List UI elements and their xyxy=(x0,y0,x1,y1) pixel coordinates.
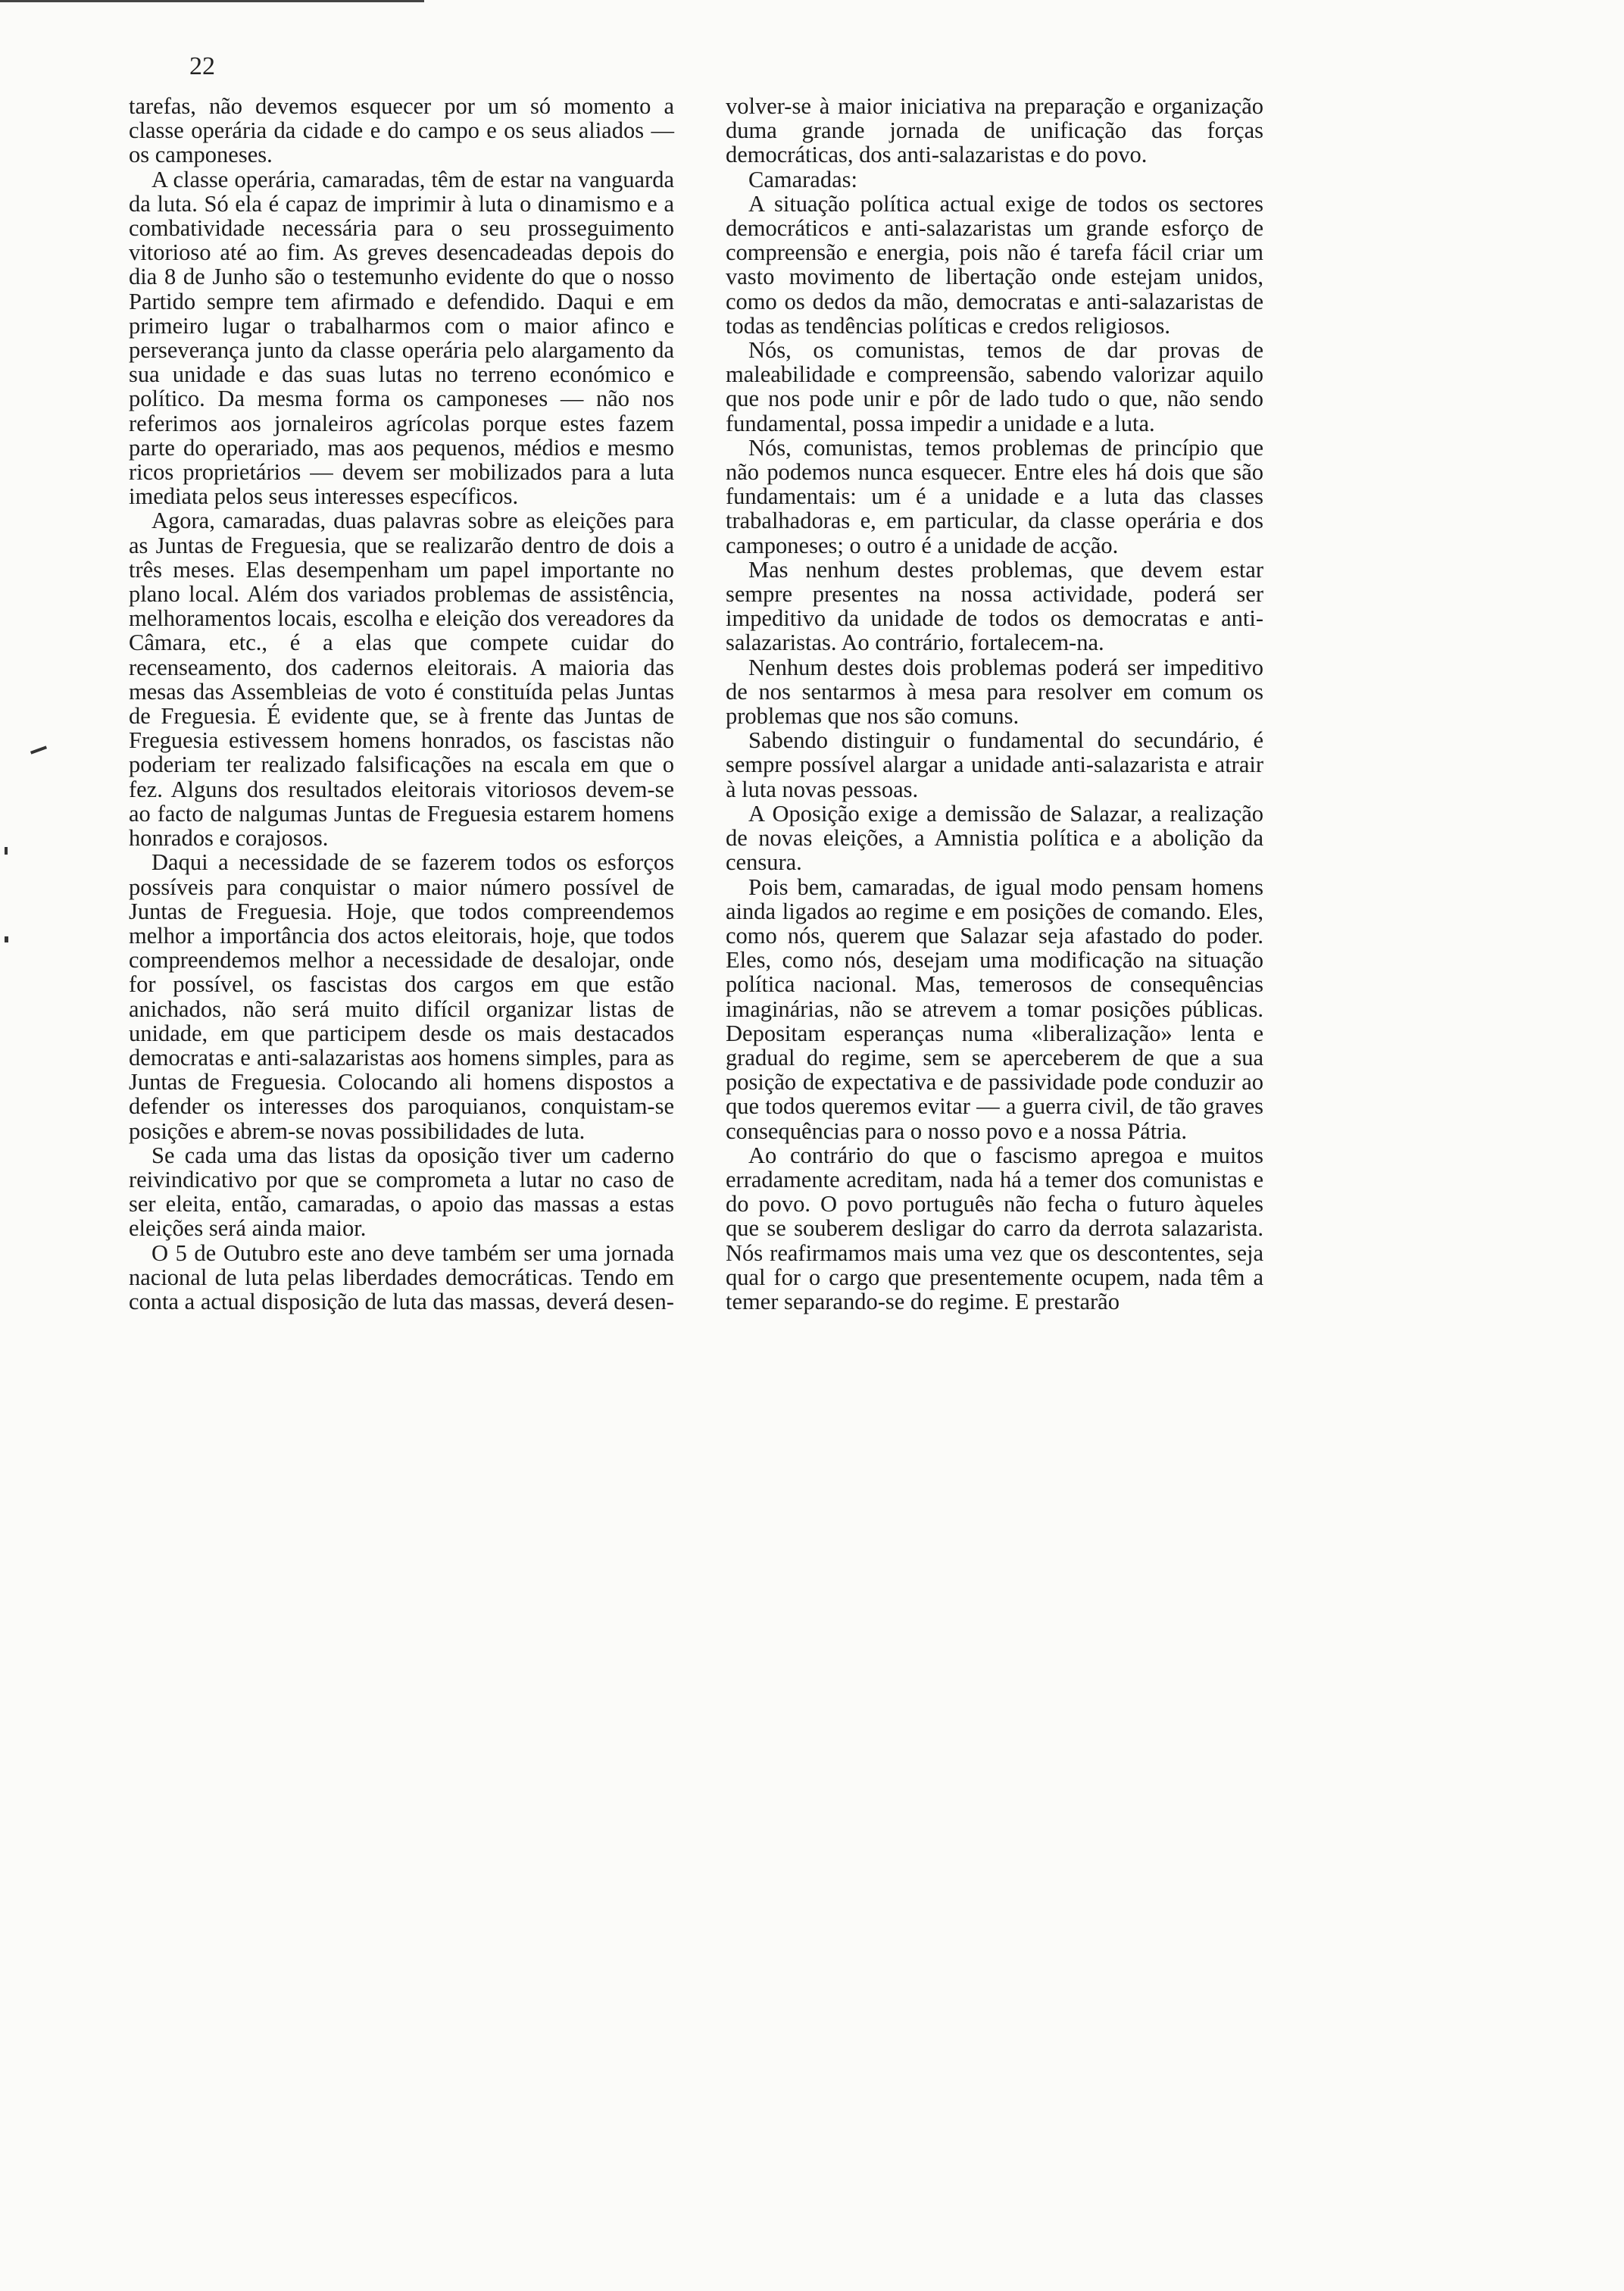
paragraph: Nós, os comunistas, temos de dar provas de maleabilidade e compreensão, sabendo valorizar aquilo que nos pode unir e pôr de lado tudo o que, não sendo fundamental, possa impedir a unidade e a luta. xyxy=(726,337,1263,436)
paragraph: Se cada uma das listas da oposição tiver um caderno reivindicativo por que se comprometa a lutar no caso de ser eleita, então, camaradas, o apoio das massas a estas eleições será ainda maior. xyxy=(129,1142,674,1242)
paragraph: A Oposição exige a demissão de Salazar, a realização de novas eleições, a Amnistia política e a abolição da censura. xyxy=(726,800,1263,876)
paragraph: volver-se à maior iniciativa na preparação e organização duma grande jornada de unificação das forças democráticas, dos anti-salazaristas e do povo. xyxy=(726,93,1263,168)
paragraph: A situação política actual exige de todos os sectores democráticos e anti-salazaristas um grande esforço de compreensão e energia, pois não é tarefa fácil criar um vasto movimento de libertação onde estejam unidos, como os dedos da mão, democratas e anti-salazaristas de todas as tendências políticas e credos religiosos. xyxy=(726,190,1263,339)
left-column xyxy=(129,94,674,1314)
margin-mark xyxy=(5,936,8,942)
paragraph: Mas nenhum destes problemas, que devem estar sempre presentes na nossa actividade, poderá ser impeditivo da unidade de todos os democratas e anti-salazaristas. Ao contrário, fortalecem-na. xyxy=(726,556,1263,656)
paragraph: Ao contrário do que o fascismo apregoa e muitos erradamente acreditam, nada há a temer dos comunistas e do povo. O povo português não fecha o futuro àqueles que se souberem desligar do carro da derrota salazarista. Nós reafirmamos mais uma vez que os descontentes, seja qual for o cargo que presentemente ocupem, nada têm a temer separando-se do regime. E prestarão xyxy=(726,1142,1263,1314)
margin-mark xyxy=(5,847,8,855)
paragraph: Agora, camaradas, duas palavras sobre as eleições para as Juntas de Freguesia, que se realizarão dentro de dois a três meses. Elas desempenham um papel importante no plano local. Além dos variados problemas de assistência, melhoramentos locais, escolha e eleição dos vereadores da Câmara, etc., é a elas que compete cuidar do recenseamento, dos cadernos eleitorais. A maioria das mesas das Assembleias de voto é constituída pelas Juntas de Freguesia. É evidente que, se à frente das Juntas de Freguesia estivessem homens honrados, os fascistas não poderiam ter realizado falsificações na escala em que o fez. Alguns dos resultados eleitorais vitoriosos devem-se ao facto de nalgumas Juntas de Freguesia estarem homens honrados e corajosos. xyxy=(129,508,674,852)
paragraph: Nós, comunistas, temos problemas de princípio que não podemos nunca esquecer. Entre eles há dois que são fundamentais: um é a unidade e a luta das classes trabalhadoras e, em particular, da classe operária e dos camponeses; o outro é a unidade de acção. xyxy=(726,434,1263,558)
margin-mark xyxy=(30,745,47,754)
paragraph: Daqui a necessidade de se fazerem todos os esforços possíveis para conquistar o maior número possível de Juntas de Freguesia. Hoje, que todos compreendemos melhor a importância dos actos eleitorais, hoje, que todos compreendemos melhor a necessidade de desalojar, onde for possível, os fascistas dos cargos em que estão anichados, não será muito difícil organizar listas de unidade, em que participem desde os mais destacados democratas e anti-salazaristas aos homens simples, para as Juntas de Freguesia. Colocando ali homens dispostos a defender os interesses dos paroquianos, conquistam-se posições e abrem-se novas possibilidades de luta. xyxy=(129,849,674,1144)
paragraph: tarefas, não devemos esquecer por um só momento a classe operária da cidade e do campo e os seus aliados — os camponeses. xyxy=(129,93,674,168)
paragraph: A classe operária, camaradas, têm de estar na vanguarda da luta. Só ela é capaz de imprimir à luta o dinamismo e a combatividade necessária para o seu prosseguimento vitorioso até ao fim. As greves desencadeadas depois do dia 8 de Junho são o testemunho evidente do que o nosso Partido sempre tem afirmado e defendido. Daqui e em primeiro lugar o trabalharmos com o maior afinco e perseverança junto da classe operária pelo alargamento da sua unidade e das suas lutas no terreno económico e político. Da mesma forma os camponeses — não nos referimos aos jornaleiros agrícolas porque estes fazem parte do operariado, mas aos pequenos, médios e mesmo ricos proprietários — devem ser mobilizados para a luta imediata pelos seus interesses específicos. xyxy=(129,166,674,510)
paragraph: Pois bem, camaradas, de igual modo pensam homens ainda ligados ao regime e em posições de comando. Eles, como nós, querem que Salazar seja afastado do poder. Eles, como nós, desejam uma modificação na situação política nacional. Mas, temerosos de consequências imaginárias, não se atrevem a tomar posições públicas. Depositam esperanças numa «liberalização» lenta e gradual do regime, sem se aperceberem de que a sua posição de expectativa e de passividade pode conduzir ao que todos queremos evitar — a guerra civil, de tão graves consequências para o nosso povo e a nossa Pátria. xyxy=(726,874,1263,1144)
paragraph: O 5 de Outubro este ano deve também ser uma jornada nacional de luta pelas liberdades democráticas. Tendo em conta a actual disposição de luta das massas, deverá desen- xyxy=(129,1239,674,1314)
paragraph: Camaradas: xyxy=(748,166,857,192)
top-rule xyxy=(0,0,424,2)
paragraph: Nenhum destes dois problemas poderá ser impeditivo de nos sentarmos à mesa para resolver em comum os problemas que nos são comuns. xyxy=(726,654,1263,730)
right-column xyxy=(726,94,1263,1314)
paragraph: Sabendo distinguir o fundamental do secundário, é sempre possível alargar a unidade anti-salazarista e atrair à luta novas pessoas. xyxy=(726,727,1263,802)
page-number: 22 xyxy=(189,52,215,80)
